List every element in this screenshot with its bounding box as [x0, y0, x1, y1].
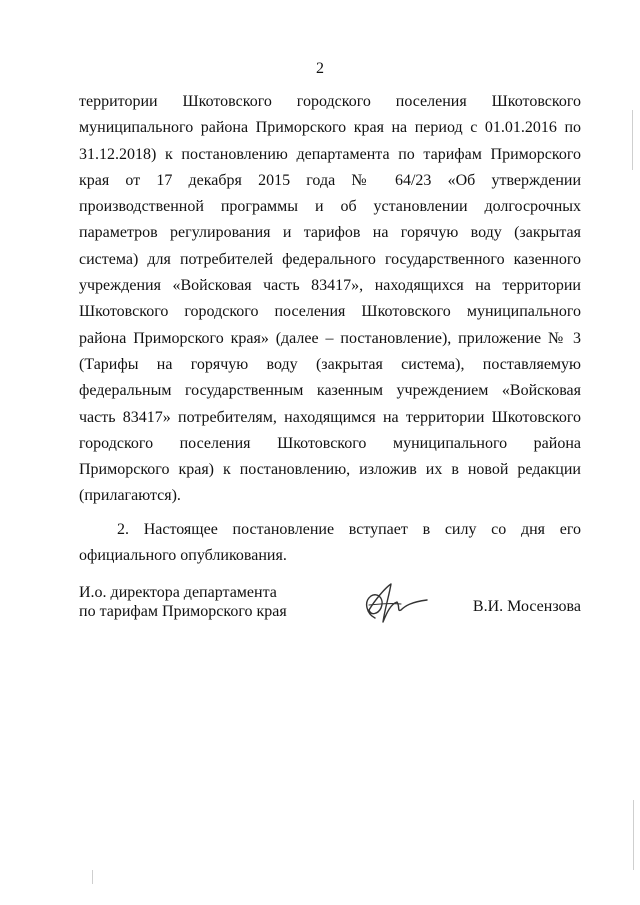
scan-left-dot — [92, 870, 93, 884]
position-line-1: И.о. директора департамента — [79, 584, 277, 601]
paragraph-2-effective-date: 2. Настоящее постановление вступает в силу со дня его официального опубликования. — [79, 520, 581, 565]
position-line-2: по тарифам Приморского края — [79, 603, 287, 620]
signatory-name: В.И. Мосензова — [472, 598, 581, 615]
paragraph-1-continuation: территории Шкотовского городского поселения Шкотовского муниципального района Приморского края на период с 01.01.2016 по 31.12.2018) к постановлению департамента по тарифам Приморского края от 17 декабря 2015 года № 64/23 «Об утверждении производственной программы и об установлении долгосрочных параметров регулирования и тарифов на горячую воду (закрытая система) для потребителей федерального государственного казенного учреждения «Войсковая часть 83417», находящихся на территории Шкотовского городского поселения Шкотовского муниципального района Приморского края» (далее – постановление), приложение № 3 (Тарифы на горячую воду (закрытая система), поставляемую федеральным государственным казенным учреждением «Войсковая часть 83417» потребителям, находящимся на территории Шкотовского городского поселения Шкотовского муниципального района Приморского края) к постановлению, изложив их в новой редакции (прилагаются). — [79, 93, 581, 505]
document-body — [79, 89, 581, 569]
scan-margin-mark-top — [632, 110, 633, 170]
page-number: 2 — [316, 60, 324, 77]
scan-margin-mark-bottom — [633, 800, 634, 870]
signatory-position — [79, 583, 287, 621]
handwritten-signature — [345, 578, 430, 628]
